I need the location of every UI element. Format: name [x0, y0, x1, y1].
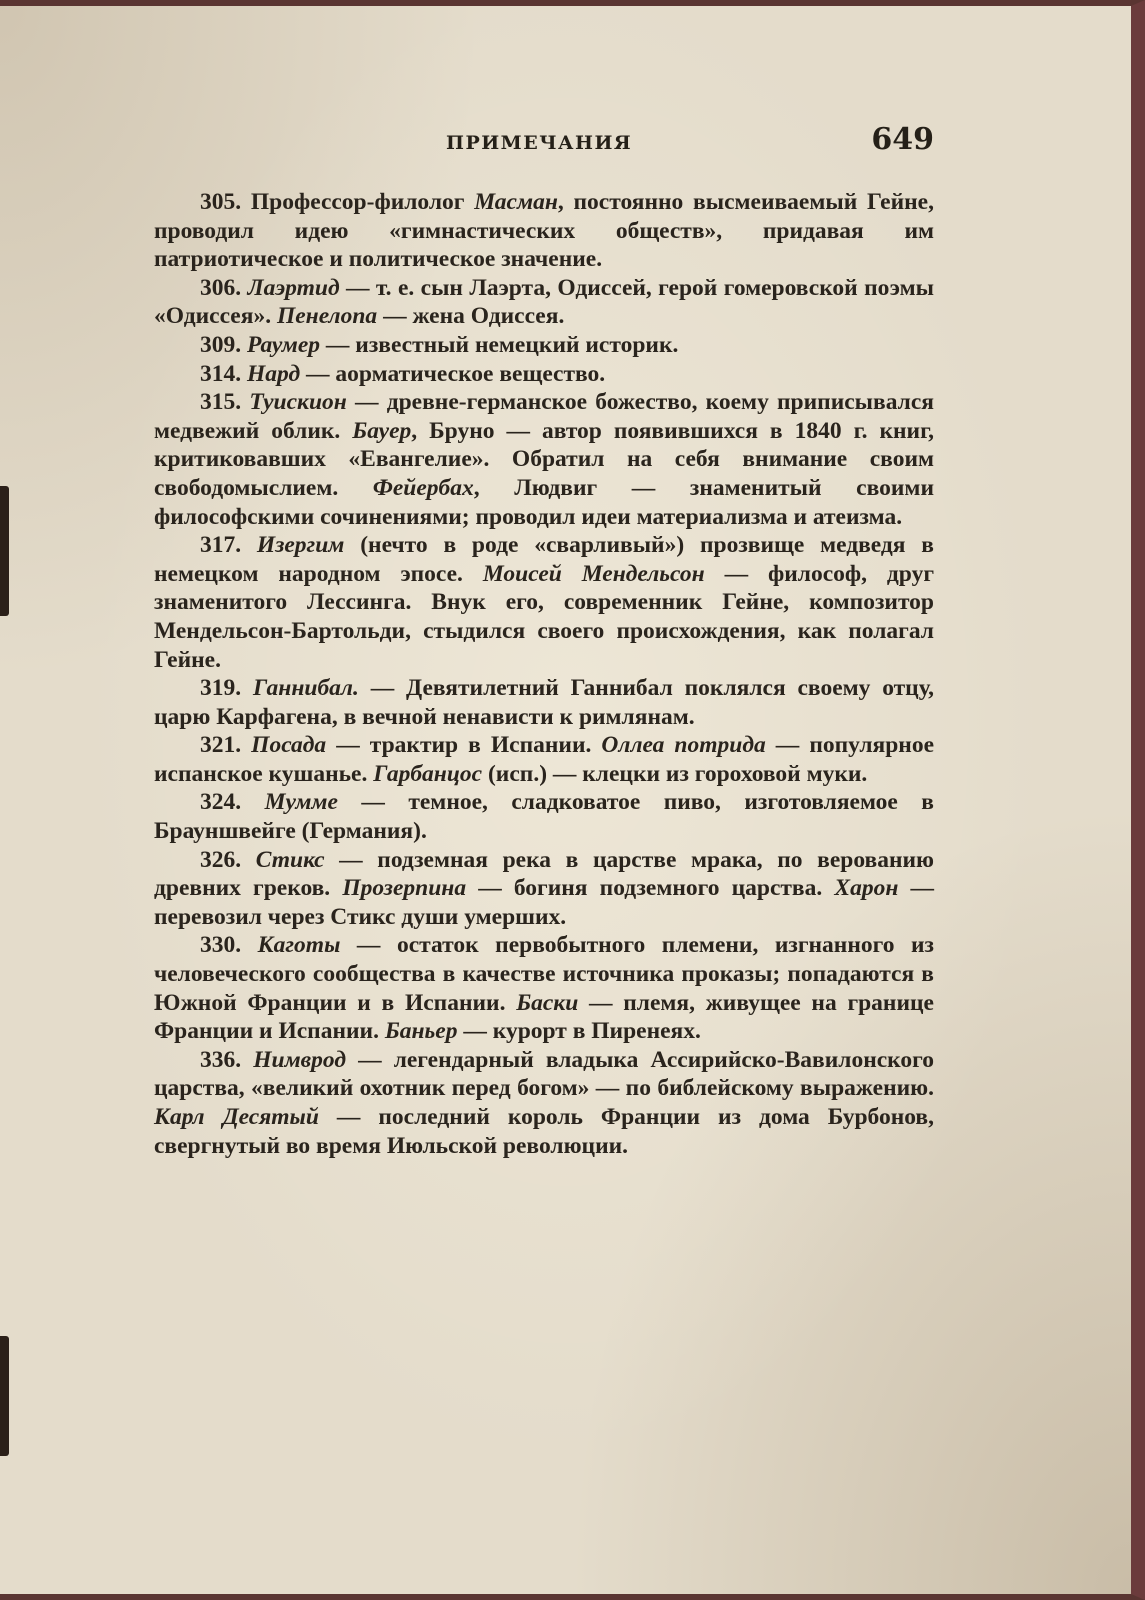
note-term: Баски — [516, 989, 579, 1016]
note-term: Прозерпина — [342, 875, 467, 902]
running-title: ПРИМЕЧАНИЯ — [446, 132, 633, 154]
note-term: Нард — [247, 360, 301, 387]
note-text — [241, 789, 264, 815]
note-number: 306. — [200, 274, 242, 301]
note-text — [241, 932, 258, 958]
note-term: Ганнибал. — [252, 675, 359, 702]
binding-mark — [0, 1336, 9, 1456]
note-text: — легендарный владыка Ассирийско-Вавилонского царства, «великий охотник перед богом» — по библейскому выражению. — [154, 1046, 934, 1102]
note-term: Посада — [251, 732, 327, 759]
note-term: Моисей Мендельсон — [482, 560, 705, 587]
note-term: Туискион — [249, 389, 347, 416]
note-entry — [154, 331, 934, 360]
note-text: — аорматическое вещество. — [300, 360, 606, 387]
note-number: 309. — [200, 331, 242, 358]
binding-mark — [0, 486, 9, 616]
note-number: 305. — [200, 189, 242, 215]
note-text: — древне-германское божество, коему приписывался медвежий облик. — [154, 389, 934, 444]
page-number: 649 — [871, 122, 934, 157]
note-text: — трактир в Испании. — [326, 732, 602, 759]
note-text: — жена Одиссея. — [377, 303, 565, 330]
note-text: — последний король Франции из дома Бурбонов, свергнутый во время Июльской революции. — [154, 1104, 934, 1159]
note-text — [241, 675, 253, 701]
note-term: Нимврод — [253, 1046, 347, 1073]
note-entry — [154, 1046, 934, 1160]
note-text: , постоянно высмеиваемый Гейне, проводил идею «гимнастических обществ», придавая им патриотическое и политическое значение. — [154, 189, 934, 273]
note-entry — [154, 846, 934, 932]
note-entry — [154, 274, 934, 331]
note-term: Мумме — [264, 789, 338, 816]
note-entry — [154, 188, 934, 274]
note-number: 326. — [200, 846, 242, 873]
note-text: — подземная река в царстве мрака, по верованию древних греков. — [154, 846, 935, 902]
note-entry — [154, 674, 934, 731]
page-header — [154, 122, 934, 162]
note-entry — [154, 531, 934, 674]
note-term: Пенелопа — [276, 303, 378, 330]
note-term: Карл Десятый — [154, 1104, 319, 1130]
note-text: — перевозил через Стикс души умерших. — [154, 875, 935, 930]
note-text: (исп.) — клецки из гороховой муки. — [482, 760, 868, 787]
note-term: Раумер — [247, 331, 321, 358]
note-term: Баньер — [384, 1018, 458, 1045]
note-text: (нечто в роде «сварливый») прозвище медведя в немецком народном эпосе. — [154, 532, 934, 587]
note-term: Лаэртид — [247, 274, 340, 301]
note-text: — популярное испанское кушанье. — [154, 732, 935, 787]
note-number: 324. — [200, 789, 242, 816]
note-term: Бауер — [352, 417, 412, 444]
note-text — [241, 732, 251, 758]
note-text — [241, 847, 256, 873]
note-entry — [154, 931, 934, 1045]
note-number: 321. — [200, 732, 242, 759]
note-term: Стикс — [255, 846, 325, 873]
note-number: 330. — [200, 932, 242, 959]
note-text — [241, 1047, 253, 1073]
notes-list — [154, 188, 934, 1160]
note-text: — известный немецкий историк. — [320, 331, 679, 358]
note-entry — [154, 360, 934, 389]
note-text: — богиня подземного царства. — [466, 875, 835, 902]
note-text: — племя, живущее на границе Франции и Испании. — [154, 989, 934, 1045]
note-term: Харон — [834, 875, 899, 902]
note-text: , Людвиг — знаменитый своими философскими сочинениями; проводил идеи материализма и атеизма. — [154, 474, 934, 530]
note-term: Масман — [474, 189, 558, 215]
note-term: Оллеа потрида — [601, 732, 766, 759]
note-text: — курорт в Пиренеях. — [457, 1018, 701, 1045]
note-text — [241, 532, 257, 558]
note-number: 317. — [200, 532, 242, 559]
note-number: 336. — [200, 1046, 242, 1073]
note-text: , Бруно — автор появившихся в 1840 г. книг, критиковавших «Евангелие». Обратил на себя внимание своим свободомыслием. — [154, 417, 934, 501]
note-entry — [154, 388, 934, 531]
note-text: — темное, сладковатое пиво, изготовляемое в Брауншвейге (Германия). — [154, 789, 934, 845]
note-text: — Девятилетний Ганнибал поклялся своему отцу, царю Карфагена, в вечной ненависти к римлянам. — [154, 675, 934, 730]
note-text: — философ, друг знаменитого Лессинга. Внук его, современник Гейне, композитор Мендельсон-Бартольди, стыдился своего происхождения, как полагал Гейне. — [154, 560, 934, 673]
note-text: — т. е. сын Лаэрта, Одиссей, герой гомеровской поэмы «Одиссея». — [154, 274, 934, 330]
note-term: Изергим — [256, 532, 345, 559]
note-number: 314. — [200, 360, 242, 387]
note-term: Каготы — [257, 932, 341, 959]
note-entry — [154, 731, 934, 788]
note-number: 319. — [200, 675, 242, 702]
note-term: Гарбанцос — [373, 760, 483, 787]
note-text: Профессор-филолог — [241, 189, 475, 215]
note-number: 315. — [200, 389, 242, 416]
note-text: — остаток первобытного племени, изгнанного из человеческого сообщества в качестве источника проказы; попадаются в Южной Франции и в Испании. — [154, 932, 934, 1016]
note-term: Фейербах — [372, 474, 474, 501]
note-entry — [154, 788, 934, 845]
